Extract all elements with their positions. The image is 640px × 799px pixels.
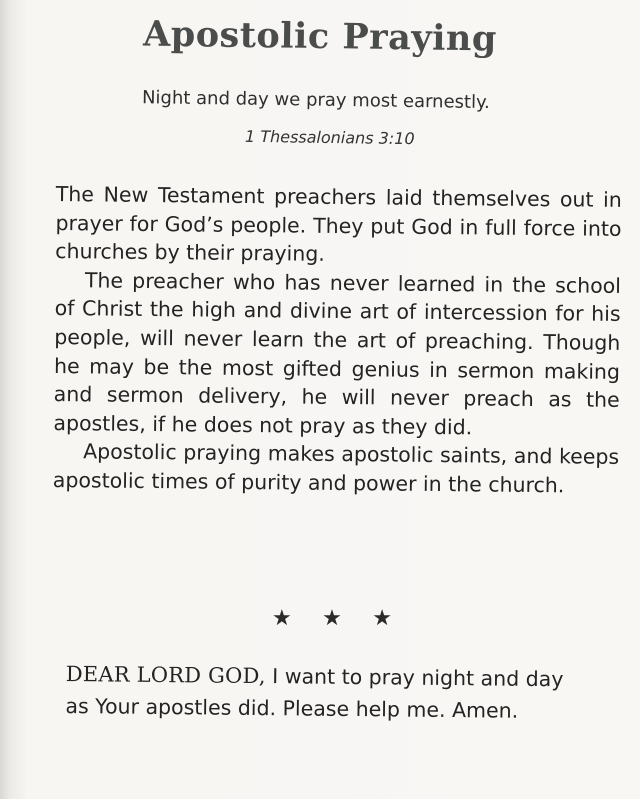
paragraph-3: Apostolic praying makes apostolic saints, and keeps apostolic times of purity and power in the church. [52,439,620,498]
star-icon: ★ [322,606,342,631]
epigraph-reference: 1 Thessalonians 3:10 [244,126,415,149]
paragraph-1: The New Testament preachers laid themselves out in prayer for God’s people. They put God in full force into churches by their praying. [55,181,622,267]
paragraph-2: The preacher who has never learned in the school of Christ the high and divine art of intercession for his people, will never learn the art of preaching. Though he may be the most gifted genius in sermon making and sermon delivery, he will never preach as the apostles, if he does not pray as they did. [53,268,622,440]
star-icon: ★ [272,606,292,631]
prayer-address: DEAR LORD GOD, [65,661,266,689]
body-text [53,180,622,500]
section-divider [272,606,392,631]
star-icon: ★ [372,606,392,631]
prayer-text: I want to pray night and day as Your apostles did. Please help me. Amen. [65,664,564,723]
closing-prayer [65,658,586,727]
page-title: Apostolic Praying [142,13,498,60]
epigraph-quote: Night and day we pray most earnestly. [141,87,491,114]
